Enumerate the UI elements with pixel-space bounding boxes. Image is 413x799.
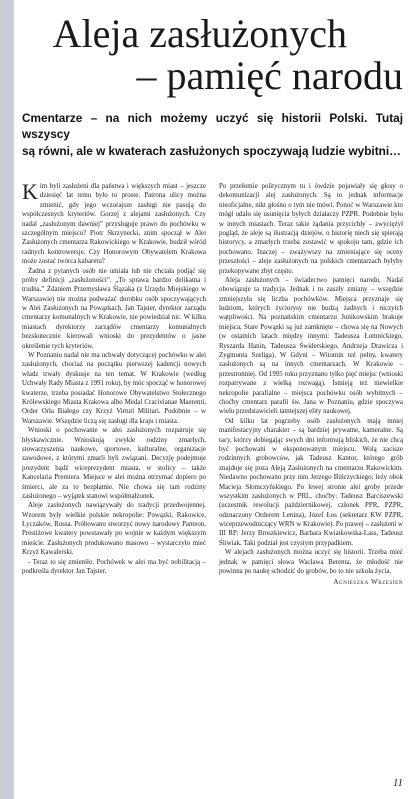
page-number: 11 <box>392 777 403 789</box>
right-column <box>219 182 403 588</box>
article-page <box>22 0 403 799</box>
author-byline: Agnieszka Wrzesień <box>333 578 403 587</box>
paragraph: Po przełomie politycznym tu i ówdzie pojawiały się głosy o dekomunizacji alej zasłużonych. Są to jednak informacje nieoficjalne, nikt głośno o tym nie mówi. Ponoć w Warszawie kto mógł udało się usunięcia byłych działaczy PZPR. Podobnie było w innych miastach. Teraz takie żądania przycichły – zwyciężył pogląd, że aleje są ilustracją dziejów, o historię niech się spierają historycy, a zmarłych trzeba zostawić w spokoju tam, gdzie ich pochowano. Inaczej – zważywszy na zmieniające się oceny przeszłości – aleje zasłużonych na polskich cmentarzach byłyby przekopywane zbyt często. <box>219 183 403 275</box>
article-lead <box>22 110 403 159</box>
paragraph-text: im byli zasłużeni dla państwa i większych miast – jeszcze dziesięć lat temu było to proste. Patrona ulicy można zmienić, gdy jego wczorajsze zasługi nie pasują do współczesnych kryteriów. Gorzej z alejami zasłużonych. Czy nadal „zasłużonym dawniej” przysługuje prawo do pochówku w szczególnym miejscu? Piotr Skrzynecki, znim spoczął w Alei Zasłużonych cmentarza Rakowickiego w Krakowie, budził wśród radnych kontrowersje. Czy Honorowym Obywatelem Krakowa może zostać twórca kabaretu? <box>22 183 206 266</box>
paragraph: - Teraz to się zmieniło. Pochówek w alei ma być nobilitacją – podkreśla dyrektor Jan Tajster. <box>22 558 206 576</box>
title-line-2: – pamięć narodu <box>136 53 403 98</box>
paragraph: Żadna z pytanych osób nie umiała lub nie chciała podjąć się próby definicji „zasłużoności”. „To sprawa bardzo delikatna i trudna.” Żdaniem Przemysława Ślązaka (z Urzędu Miejskiego w Warszawie) nie można podważać dorobku osób spoczywających w Alei Zasłużonych na Powązkach. Jan Tajster, dyrektor zarządu cmentarzy komunalnych w Krakowie, nie powiedział nic. W kilku miastach dyrektorzy zarządów cmentarzy komunalnych bezskutecznie kierowali wnioski do prezydentów o jasne określenie tych kryteriów. <box>22 267 206 350</box>
article-title <box>22 11 403 98</box>
sidebar-strip <box>0 0 14 799</box>
paragraph <box>22 179 206 267</box>
lead-line-2: są równi, ale w kwaterach zasłużonych spoczywają ludzie wybitni… <box>22 143 401 158</box>
left-column <box>22 179 206 588</box>
article-body <box>22 179 403 588</box>
paragraph: Aleje zasłużonych nawiązywały do tradycji przedwojennej. Wzorem były wielkie polskie nekropolie: Powązki, Rakowice, Łyczaków, Rossa. Próbowano stworzyć nowy narodowy Panteon. Prestiżowe kwatery powstawały po wojnie w każdym większym mieście. Zasłużonych produkowano masowo – wystarczyło mieć Krzyż Kawalerski. <box>22 502 206 557</box>
lead-line-1: Cmentarze – na nich możemy uczyć się historii Polski. Tutaj wszyscy <box>22 111 403 142</box>
paragraph: Od kilku lat pogrzeby osób zasłużonych mają mniej manifestacyjny charakter – są bardziej prywatne, kameralne. Są tacy, którzy dobiegając swych dni informują bliskich, że nie chcą być pochowani w eksponowanym miejscu. Wolą zacisze rodzinnych grobowców, jak Tadeusz Kantor, którego grób znajduje się poza Aleją Zasłużonych na cmentarzu Rakowickim. Niedawno pochowano przy nim Jerzego Bińczyckiego; leży obok Macieja Słomczyńskiego. Po lewej stronie alei groby przede wszystkim zasłużonych w PRL, choćby: Tadeusz Barciszewski (uczestnik rewolucji październikowej, członek PPR, PZPR, odznaczony Orderem Lenina), Józef Łos (sekretarz KW PZPR, wiceprzewodniczący WRN w Krakowie). Po prawej – zasłużeni w III RP: Jerzy Broszkiewicz, Barbara Kwiatkowska-Lass, Tadeusz Śliwiak. Taki podział jest czystym przypadkiem. <box>219 417 403 547</box>
paragraph: Aleja zasłużonych – świadectwo pamięci narodu. Nadal obowiązuje ta tradycja. Jednak i tu zaszły zmiany – wszędzie zmniejszyła się liczba pochówków. Miejsca przyznaje się ludziom, których życiorysy nie budzą żadnych i niczyich wątpliwości. Na poznańskim cmentarzu Junikowskim brakuje miejsca, Stare Powązki są już zamknięte – chowa się na Nowych (w ostatnich latach między innymi: Tadeusza Łomnickiego, Ryszarda Hanin, Tadeusza Świderskiego, Andrzeja Drawicza i Zygmunta Szeliga). W Gdyni – Witomin też pełny, kwatery zasłużonych są na innych cmentarzach. W Krakowie – przestronniej. Od 1995 roku przyznano tylko pięć miejsc (wnioski rozpatrywane z wielką rozwagą). Istnieją też niewielkie nekropolie parafialne – miejsca pochówku osób wybitnych – choćby cmentarz parafii św. Jana w Poznaniu, gdzie spoczywa wielu przedstawicieli tamtejszej elity naukowej. <box>219 276 403 416</box>
paragraph: W alejach zasłużonych można uczyć się historii. Trzeba mieć jednak w pamięci słowa Wacława Berenta, że młodość nie powinna po naukę schodzić do grobów, bo to nie szkoła życia. <box>219 549 403 576</box>
title-line-1: Aleja zasłużonych <box>52 11 347 56</box>
paragraph: W Poznaniu nadal nie ma uchwały dotyczącej pochówku w alei zasłużonych, chociaż na początku pierwszej kadencji nowych władz trwały dyskusje na ten temat. W Krakowie (według Uchwały Rady Miasta z 1991 roku), by móc spocząć w honorowej kwaterze, trzeba posiadać Honorowe Obywatelstwo Stołecznego Królewskiego Miasta Krakowa albo Medal Cracivianae Maerenti, Order Orła Białego czy Krzyż Virtuti Militari. Podobnie – w Warszawie. Wszędzie liczą się zasługi dla kraju i miasta. <box>22 352 206 425</box>
paragraph: Wnioski o pochowanie w alei zasłużonych rozpatruje się błyskawicznie. Wnioskują zwykle rodziny zmarłych, stowarzyszenia naukowe, sportowe, kulturalne, organizacje zawodowe, z którymi zmarli byli związani. Decyzję podejmuje prezydent bądź wiceprezydent miasta, w stolicy – także Kancelaria Premiera. Miejsce w alei można otrzymać dopiero po śmierci, ale za to bezpłatnie. Nie chowa się tam rodziny zasłużonego – wyjątek stanowi współmałżonek. <box>22 427 206 500</box>
drop-cap: K <box>22 179 38 204</box>
